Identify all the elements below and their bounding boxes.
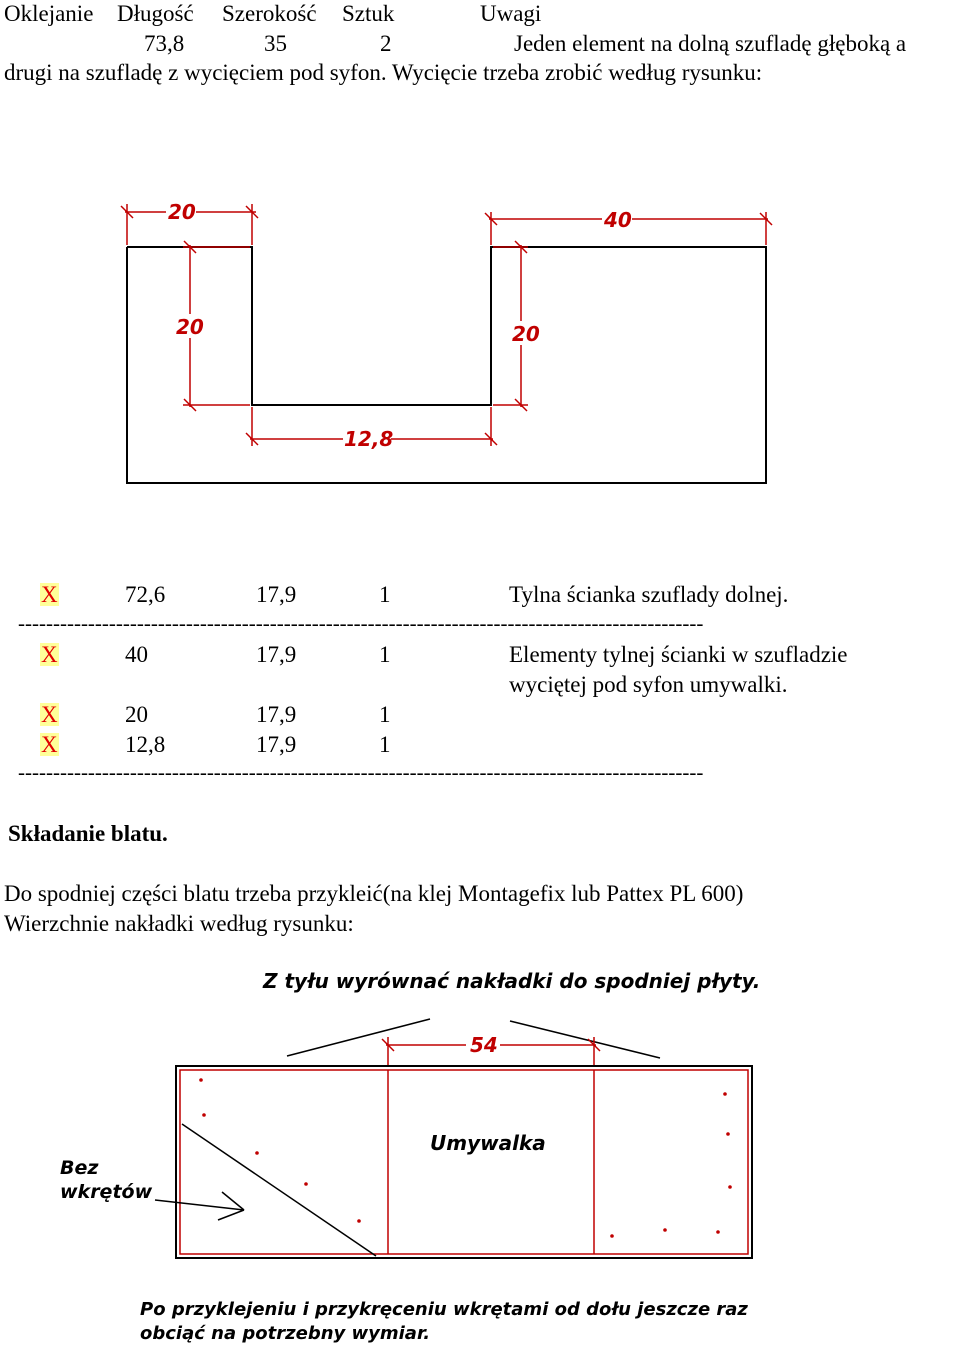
row1-mark: X <box>41 582 58 607</box>
separator-bottom: -------------------------------------------------------------------------------------------------- <box>18 760 704 784</box>
row0-szerokosc: 35 <box>264 31 287 56</box>
paragraph-line2: Wierzchnie nakładki według rysunku: <box>4 911 354 936</box>
countertop-drawing <box>0 955 960 1355</box>
header-uwagi: Uwagi <box>480 1 542 26</box>
row4 <box>0 733 960 759</box>
row0-dlugosc: 73,8 <box>144 31 185 56</box>
row2-sztuk: 1 <box>379 642 391 667</box>
board-overlays <box>180 1070 748 1254</box>
row2 <box>0 643 960 669</box>
row3 <box>0 703 960 729</box>
row3-mark: X <box>41 702 58 727</box>
side-label-line1: Bez <box>60 1157 99 1179</box>
row2-dlugosc: 40 <box>125 642 148 667</box>
bottom-note-line2: obciąć na potrzebny wymiar. <box>140 1323 431 1344</box>
umywalka-label: Umywalka <box>430 1131 546 1155</box>
row0-uwagi-line2: drugi na szufladę z wycięciem pod syfon. Wycięcie trzeba zrobić według rysunku: <box>4 60 763 85</box>
row3-dlugosc: 20 <box>125 702 148 727</box>
dim-bottom: 12,8 <box>344 427 394 451</box>
row2-uwagi: Elementy tylnej ścianki w szufladzie <box>509 642 848 667</box>
row0-sztuk: 2 <box>380 31 392 56</box>
row1-szerokosc: 17,9 <box>256 582 297 607</box>
row4-szerokosc: 17,9 <box>256 732 297 757</box>
row2-uwagi-line2: wyciętej pod syfon umywalki. <box>509 672 788 697</box>
row4-mark: X <box>41 732 58 757</box>
dim-left-vertical: 20 <box>176 315 204 339</box>
row3-sztuk: 1 <box>379 702 391 727</box>
separator-top: -------------------------------------------------------------------------------------------------- <box>18 611 704 635</box>
header-szerokosc: Szerokość <box>222 1 317 26</box>
row2-mark: X <box>41 642 58 667</box>
row1 <box>0 583 960 609</box>
bottom-note-line1: Po przyklejeniu i przykręceniu wkrętami od dołu jeszcze raz <box>140 1299 748 1320</box>
header-sztuk: Sztuk <box>342 1 395 26</box>
top-note: Z tyłu wyrównać nakładki do spodniej płyty. <box>263 969 761 993</box>
dim-top-left: 20 <box>168 200 196 224</box>
header-dlugosc: Długość <box>117 1 194 26</box>
dim-54: 54 <box>470 1033 498 1057</box>
section-title: Składanie blatu. <box>8 821 168 846</box>
drawer-outline <box>127 247 766 483</box>
row4-dlugosc: 12,8 <box>125 732 166 757</box>
row2-szerokosc: 17,9 <box>256 642 297 667</box>
row4-sztuk: 1 <box>379 732 391 757</box>
paragraph-line1: Do spodniej części blatu trzeba przykleić(na klej Montagefix lub Pattex PL 600) <box>4 881 744 906</box>
row3-szerokosc: 17,9 <box>256 702 297 727</box>
row0-uwagi-line1: Jeden element na dolną szufladę głęboką a <box>514 31 907 56</box>
row1-uwagi: Tylna ścianka szuflady dolnej. <box>509 582 789 607</box>
dim-top-right: 40 <box>604 208 632 232</box>
header-oklejanie: Oklejanie <box>4 1 94 26</box>
row1-dlugosc: 72,6 <box>125 582 166 607</box>
dim-right-vertical: 20 <box>512 322 540 346</box>
row1-sztuk: 1 <box>379 582 391 607</box>
side-label-line2: wkrętów <box>60 1181 153 1203</box>
drawer-cutout-drawing <box>0 190 960 490</box>
